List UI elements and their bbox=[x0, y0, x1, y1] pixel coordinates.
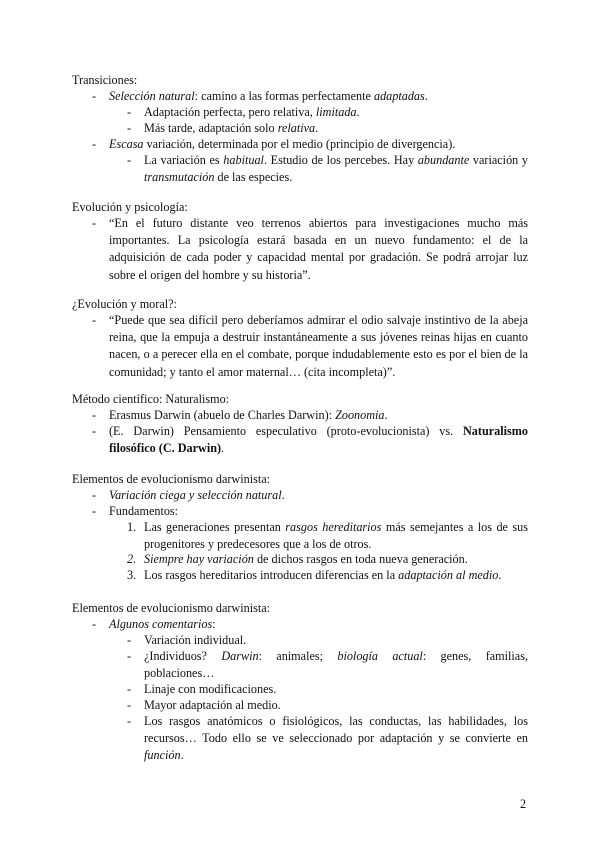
quote-line: reina, que la empuja a destruir instantáneamente a sus jóvenes reinas hijas en cuanto bbox=[109, 330, 528, 345]
list-subitem bbox=[144, 713, 528, 765]
text-line bbox=[144, 152, 528, 169]
italic-text: transmutación bbox=[144, 170, 215, 185]
text-run: Las generaciones presentan bbox=[144, 520, 286, 534]
italic-text: habitual bbox=[223, 153, 264, 167]
text-run: Variación individual. bbox=[144, 633, 247, 647]
text-line bbox=[144, 169, 528, 186]
section-title-psicologia: Evolución y psicología: bbox=[72, 200, 188, 214]
list-item bbox=[109, 423, 528, 457]
italic-text: adaptadas bbox=[373, 89, 425, 103]
page-number: 2 bbox=[520, 797, 527, 811]
text-run: (E. Darwin) Pensamiento especulativo (proto-evolucionista) vs. bbox=[109, 424, 463, 438]
section-title-moral: ¿Evolución y moral?: bbox=[72, 297, 177, 311]
section-title-transiciones: Transiciones: bbox=[72, 73, 138, 87]
section-title-elementos-comentarios: Elementos de evolucionismo darwinista: bbox=[72, 601, 271, 615]
text-run: . bbox=[498, 568, 502, 582]
bullet-dash: - bbox=[127, 153, 132, 167]
bullet-dash: - bbox=[92, 424, 97, 438]
text-run: . Estudio de los percebes. Hay bbox=[263, 153, 418, 167]
list-number: 1. bbox=[127, 520, 137, 534]
text-line bbox=[144, 648, 528, 665]
text-run: Mayor adaptación al medio. bbox=[144, 698, 281, 712]
list-item bbox=[109, 88, 428, 105]
text-run: ¿Individuos? bbox=[144, 649, 222, 663]
list-number: 3. bbox=[127, 568, 137, 582]
text-line bbox=[144, 519, 528, 536]
list-item bbox=[109, 407, 388, 424]
italic-text: abundante bbox=[417, 153, 470, 167]
quote-line: adquisición de cada poder y capacidad mental por gradación. Se podrá arrojar luz bbox=[109, 250, 528, 265]
list-subitem bbox=[144, 697, 281, 714]
text-run: Fundamentos: bbox=[109, 504, 179, 518]
text-run: . bbox=[384, 408, 388, 422]
italic-text: limitada bbox=[315, 105, 357, 119]
text-run: más semejantes a los de sus bbox=[381, 520, 528, 534]
italic-text: Zoonomia bbox=[335, 408, 385, 422]
bullet-dash: - bbox=[92, 617, 97, 631]
text-run: recursos… Todo ello se ve seleccionado por adaptación y se convierte en bbox=[144, 731, 528, 746]
bullet-dash: - bbox=[92, 504, 97, 518]
text-run: . bbox=[180, 748, 184, 763]
bullet-dash: - bbox=[92, 313, 97, 327]
italic-text: rasgos hereditarios bbox=[285, 520, 382, 534]
text-line bbox=[109, 423, 528, 440]
quote-line: importantes. La psicología estará basada en un nuevo fundamento: el de la bbox=[109, 233, 528, 248]
text-run: Adaptación perfecta, pero relativa, bbox=[144, 105, 316, 119]
list-subitem bbox=[144, 648, 528, 682]
list-item bbox=[109, 503, 178, 520]
bullet-dash: - bbox=[92, 216, 97, 230]
italic-text: Variación ciega y selección natural bbox=[109, 488, 282, 502]
list-subitem bbox=[144, 120, 318, 137]
list-subitem bbox=[144, 681, 276, 698]
italic-text: relativa bbox=[277, 121, 316, 135]
bullet-dash: - bbox=[127, 121, 132, 135]
italic-text: Escasa bbox=[109, 137, 144, 151]
text-run: . bbox=[315, 121, 319, 135]
italic-text: adaptación al medio bbox=[398, 568, 499, 582]
quote-line: nacen, o a perecer ella en el combate, porque indudablemente esto es por el bien de la bbox=[109, 347, 528, 362]
text-run: : animales; bbox=[258, 649, 338, 663]
italic-text: Algunos comentarios bbox=[109, 617, 213, 631]
text-run: : genes, familias, bbox=[422, 649, 528, 663]
numbered-item bbox=[144, 551, 468, 568]
bold-text: Naturalismo bbox=[463, 424, 528, 438]
bullet-dash: - bbox=[127, 682, 132, 696]
text-run: variación y bbox=[469, 153, 528, 167]
bullet-dash: - bbox=[127, 105, 132, 119]
text-run: progenitores y predecesores que a los de otros. bbox=[144, 537, 372, 552]
text-run: : camino a las formas perfectamente bbox=[194, 89, 374, 103]
bullet-dash: - bbox=[92, 488, 97, 502]
text-line bbox=[144, 713, 528, 730]
list-subitem bbox=[144, 632, 246, 649]
italic-text: Selección natural bbox=[109, 89, 195, 103]
list-subitem bbox=[144, 104, 360, 121]
text-run: Linaje con modificaciones. bbox=[144, 682, 277, 696]
italic-text: función bbox=[144, 748, 181, 763]
quote-line: sobre el origen del hombre y su historia”. bbox=[109, 267, 311, 282]
bullet-dash: - bbox=[127, 633, 132, 647]
text-run: Más tarde, adaptación solo bbox=[144, 121, 278, 135]
text-run: Los rasgos anatómicos o fisiológicos, las conductas, las habilidades, los bbox=[144, 714, 528, 728]
text-run: : bbox=[212, 617, 216, 631]
section-title-metodo: Método científico: Naturalismo: bbox=[72, 392, 230, 406]
text-run: . bbox=[281, 488, 285, 502]
text-run: . bbox=[424, 89, 428, 103]
text-line bbox=[144, 665, 528, 682]
text-line bbox=[109, 440, 528, 457]
list-item bbox=[109, 136, 455, 153]
text-run: La variación es bbox=[144, 153, 224, 167]
italic-text: Darwin bbox=[221, 649, 259, 663]
bullet-dash: - bbox=[127, 649, 132, 663]
text-run: Erasmus Darwin (abuelo de Charles Darwin): bbox=[109, 408, 336, 422]
bullet-dash: - bbox=[92, 137, 97, 151]
text-run: Los rasgos hereditarios introducen diferencias en la bbox=[144, 568, 399, 582]
text-line bbox=[144, 747, 528, 764]
quote-line: “En el futuro distante veo terrenos abiertos para investigaciones mucho más bbox=[109, 216, 528, 230]
text-line bbox=[144, 730, 528, 747]
text-run: . bbox=[356, 105, 360, 119]
section-title-elementos: Elementos de evolucionismo darwinista: bbox=[72, 472, 271, 486]
text-run: de las especies. bbox=[214, 170, 293, 185]
numbered-item bbox=[144, 519, 528, 553]
list-number: 2. bbox=[127, 552, 137, 566]
italic-text: biología actual bbox=[337, 649, 423, 663]
bullet-dash: - bbox=[127, 698, 132, 712]
bullet-dash: - bbox=[92, 408, 97, 422]
quote-line: comunidad; y tanto el amor maternal… (cita incompleta)”. bbox=[109, 364, 396, 379]
list-item bbox=[109, 616, 216, 633]
bullet-dash: - bbox=[92, 89, 97, 103]
italic-text: Siempre hay variación bbox=[144, 552, 254, 566]
bold-text: filosófico (C. Darwin) bbox=[109, 441, 222, 456]
text-run: poblaciones… bbox=[144, 666, 215, 681]
quote-block bbox=[109, 215, 528, 284]
quote-line: “Puede que sea difícil pero deberíamos admirar el odio salvaje instintivo de la abeja bbox=[109, 313, 528, 327]
list-item bbox=[109, 487, 285, 504]
numbered-item bbox=[144, 567, 501, 584]
list-subitem bbox=[144, 152, 528, 186]
text-run: de dichos rasgos en toda nueva generación. bbox=[253, 552, 468, 566]
text-run: variación, determinada por el medio (principio de divergencia). bbox=[143, 137, 456, 151]
quote-block bbox=[109, 312, 528, 381]
bullet-dash: - bbox=[127, 714, 132, 728]
text-run: . bbox=[221, 441, 225, 456]
